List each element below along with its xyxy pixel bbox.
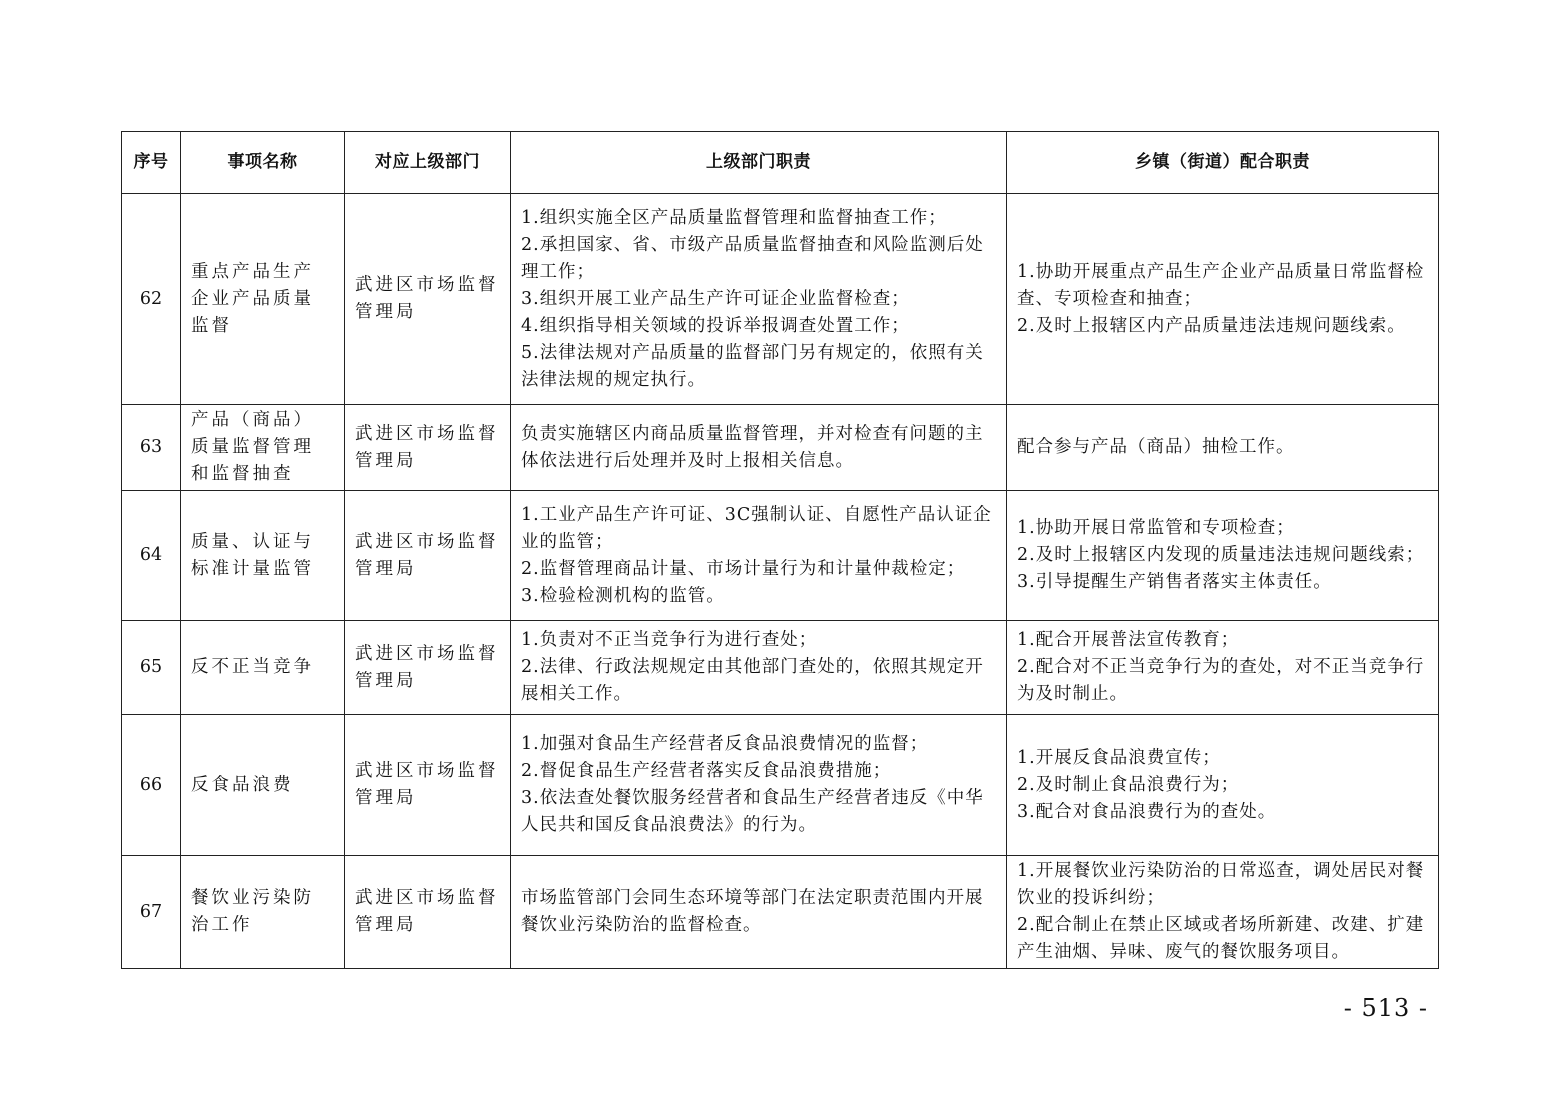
coop-line: 2.配合制止在禁止区域或者场所新建、改建、扩建产生油烟、异味、废气的餐饮服务项目。	[1017, 915, 1425, 962]
coop-line: 2.配合对不正当竞争行为的查处，对不正当竞争行为及时制止。	[1017, 657, 1425, 704]
table-row	[122, 856, 1439, 969]
row-number: 67	[122, 856, 181, 969]
superior-duties	[511, 856, 1007, 969]
department: 武进区市场监督管理局	[345, 856, 511, 969]
table-row	[122, 715, 1439, 856]
superior-duties	[511, 621, 1007, 715]
duty-line: 3.检验检测机构的监管。	[521, 585, 725, 606]
item-name: 重点产品生产企业产品质量监督	[181, 194, 345, 405]
duty-line: 5.法律法规对产品质量的监督部门另有规定的，依照有关法律法规的规定执行。	[521, 342, 984, 390]
department: 武进区市场监督管理局	[345, 621, 511, 715]
page-number: - 513 -	[1343, 994, 1428, 1022]
row-number: 64	[122, 491, 181, 621]
superior-duties	[511, 491, 1007, 621]
department: 武进区市场监督管理局	[345, 715, 511, 856]
coop-line: 1.协助开展重点产品生产企业产品质量日常监督检查、专项检查和抽查；	[1017, 261, 1425, 309]
coop-line: 1.开展餐饮业污染防治的日常巡查，调处居民对餐饮业的投诉纠纷；	[1017, 861, 1425, 908]
duty-line: 2.督促食品生产经营者落实反食品浪费措施；	[521, 761, 892, 781]
header-name: 事项名称	[181, 132, 345, 194]
item-name: 质量、认证与标准计量监管	[181, 491, 345, 621]
duty-line: 1.工业产品生产许可证、3C强制认证、自愿性产品认证企业的监管；	[521, 504, 992, 552]
header-no: 序号	[122, 132, 181, 194]
duty-line: 1.加强对食品生产经营者反食品浪费情况的监督；	[521, 734, 929, 754]
department: 武进区市场监督管理局	[345, 405, 511, 491]
table-row	[122, 194, 1439, 405]
duty-line: 2.法律、行政法规规定由其他部门查处的，依照其规定开展相关工作。	[521, 657, 984, 704]
duty-line: 市场监管部门会同生态环境等部门在法定职责范围内开展餐饮业污染防治的监督检查。	[521, 888, 984, 935]
item-name: 反不正当竞争	[181, 621, 345, 715]
row-number: 65	[122, 621, 181, 715]
department: 武进区市场监督管理局	[345, 491, 511, 621]
duty-line: 2.承担国家、省、市级产品质量监督抽查和风险监测后处理工作；	[521, 234, 984, 282]
cooperation-duties	[1007, 621, 1439, 715]
table-header-row	[122, 132, 1439, 194]
row-number: 62	[122, 194, 181, 405]
coop-line: 1.开展反食品浪费宣传；	[1017, 747, 1221, 768]
cooperation-duties	[1007, 194, 1439, 405]
duty-line: 3.组织开展工业产品生产许可证企业监督检查；	[521, 288, 910, 309]
item-name: 反食品浪费	[181, 715, 345, 856]
duty-line: 4.组织指导相关领域的投诉举报调查处置工作；	[521, 315, 910, 336]
coop-line: 3.配合对食品浪费行为的查处。	[1017, 801, 1277, 822]
superior-duties	[511, 715, 1007, 856]
coop-line: 1.协助开展日常监管和专项检查；	[1017, 518, 1295, 538]
coop-line: 3.引导提醒生产销售者落实主体责任。	[1017, 572, 1332, 592]
duty-line: 1.组织实施全区产品质量监督管理和监督抽查工作；	[521, 207, 947, 228]
item-name: 餐饮业污染防治工作	[181, 856, 345, 969]
duty-line: 1.负责对不正当竞争行为进行查处；	[521, 630, 818, 650]
cooperation-duties	[1007, 405, 1439, 491]
responsibility-table	[121, 131, 1439, 969]
coop-line: 配合参与产品（商品）抽检工作。	[1017, 437, 1295, 457]
row-number: 63	[122, 405, 181, 491]
superior-duties	[511, 194, 1007, 405]
header-dept: 对应上级部门	[345, 132, 511, 194]
header-coop: 乡镇（街道）配合职责	[1007, 132, 1439, 194]
duty-line: 负责实施辖区内商品质量监督管理，并对检查有问题的主体依法进行后处理并及时上报相关信息。	[521, 423, 984, 471]
table-row	[122, 621, 1439, 715]
row-number: 66	[122, 715, 181, 856]
coop-line: 1.配合开展普法宣传教育；	[1017, 630, 1240, 650]
duty-line: 2.监督管理商品计量、市场计量行为和计量仲裁检定；	[521, 558, 966, 579]
coop-line: 2.及时制止食品浪费行为；	[1017, 774, 1240, 795]
table-row	[122, 405, 1439, 491]
coop-line: 2.及时上报辖区内发现的质量违法违规问题线索；	[1017, 545, 1425, 565]
header-duties: 上级部门职责	[511, 132, 1007, 194]
coop-line: 2.及时上报辖区内产品质量违法违规问题线索。	[1017, 315, 1406, 336]
table-row	[122, 491, 1439, 621]
item-name: 产品（商品）质量监督管理和监督抽查	[181, 405, 345, 491]
cooperation-duties	[1007, 715, 1439, 856]
cooperation-duties	[1007, 491, 1439, 621]
duty-line: 3.依法查处餐饮服务经营者和食品生产经营者违反《中华人民共和国反食品浪费法》的行为。	[521, 788, 984, 835]
superior-duties	[511, 405, 1007, 491]
department: 武进区市场监督管理局	[345, 194, 511, 405]
cooperation-duties	[1007, 856, 1439, 969]
